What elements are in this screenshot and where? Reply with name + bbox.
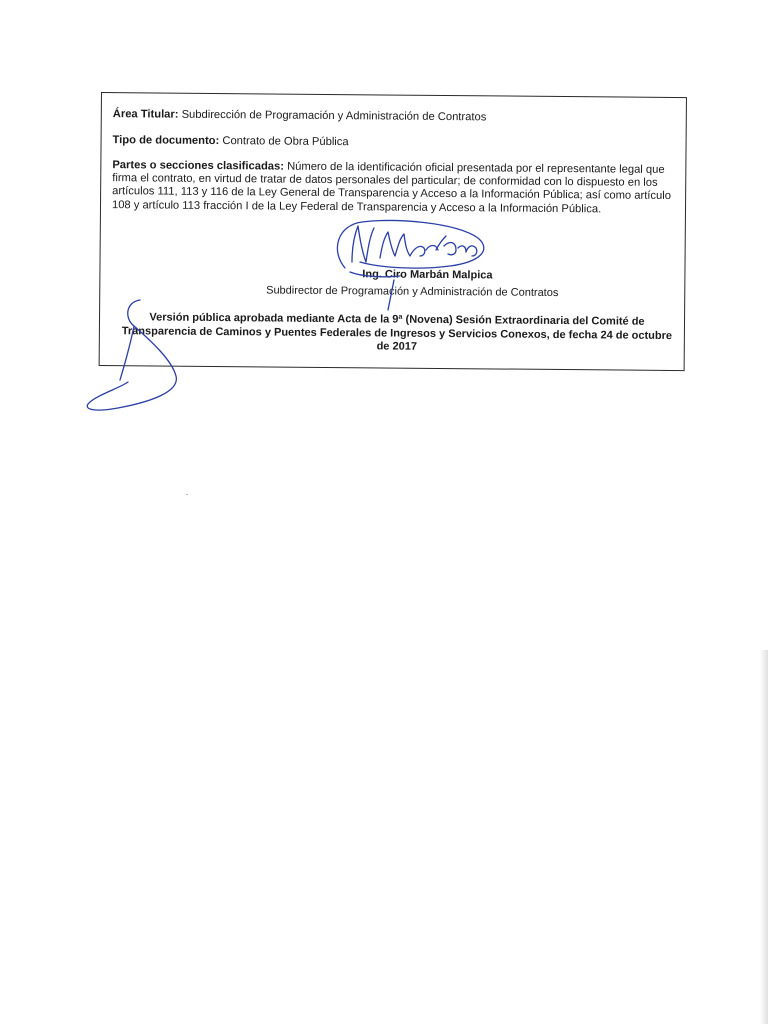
scan-shadow-edge <box>760 650 768 1024</box>
signer-title: Subdirector de Programación y Administración de Contratos <box>266 284 559 299</box>
tipo-documento-label: Tipo de documento: <box>112 134 220 148</box>
scan-speck <box>186 494 188 495</box>
partes-clasificadas-row <box>112 159 677 217</box>
signer-name: Ing. Ciro Marbán Malpica <box>362 268 493 282</box>
approval-statement: Versión pública aprobada mediante Acta de la 9ª (Novena) Sesión Extraordinaria del Comité de Transparencia de Caminos y Puentes Federales de Ingresos y Servicios Conexos, de fecha 24 de octubre de 2017 <box>121 311 673 353</box>
tipo-documento-value: Contrato de Obra Pública <box>222 135 349 149</box>
partes-clasificadas-value: Número de la identificación oficial presentada por el representante legal que firma el contrato, en virtud de tratar de datos personales del particular; de conformidad con lo dispuesto en los artículos 111, 113 y 116 de la Ley General de Transparencia y Acceso a la Información Pública; así como artículo 108 y artículo 113 fracción I de la Ley Federal de Transparencia y Acceso a la Información Pública. <box>111 160 672 215</box>
tipo-documento-row <box>113 134 678 152</box>
partes-clasificadas-label: Partes o secciones clasificadas: <box>112 159 285 173</box>
area-titular-row <box>113 108 678 126</box>
classification-box <box>99 92 687 371</box>
area-titular-value: Subdirección de Programación y Administración de Contratos <box>181 108 487 124</box>
area-titular-label: Área Titular: <box>112 108 179 121</box>
